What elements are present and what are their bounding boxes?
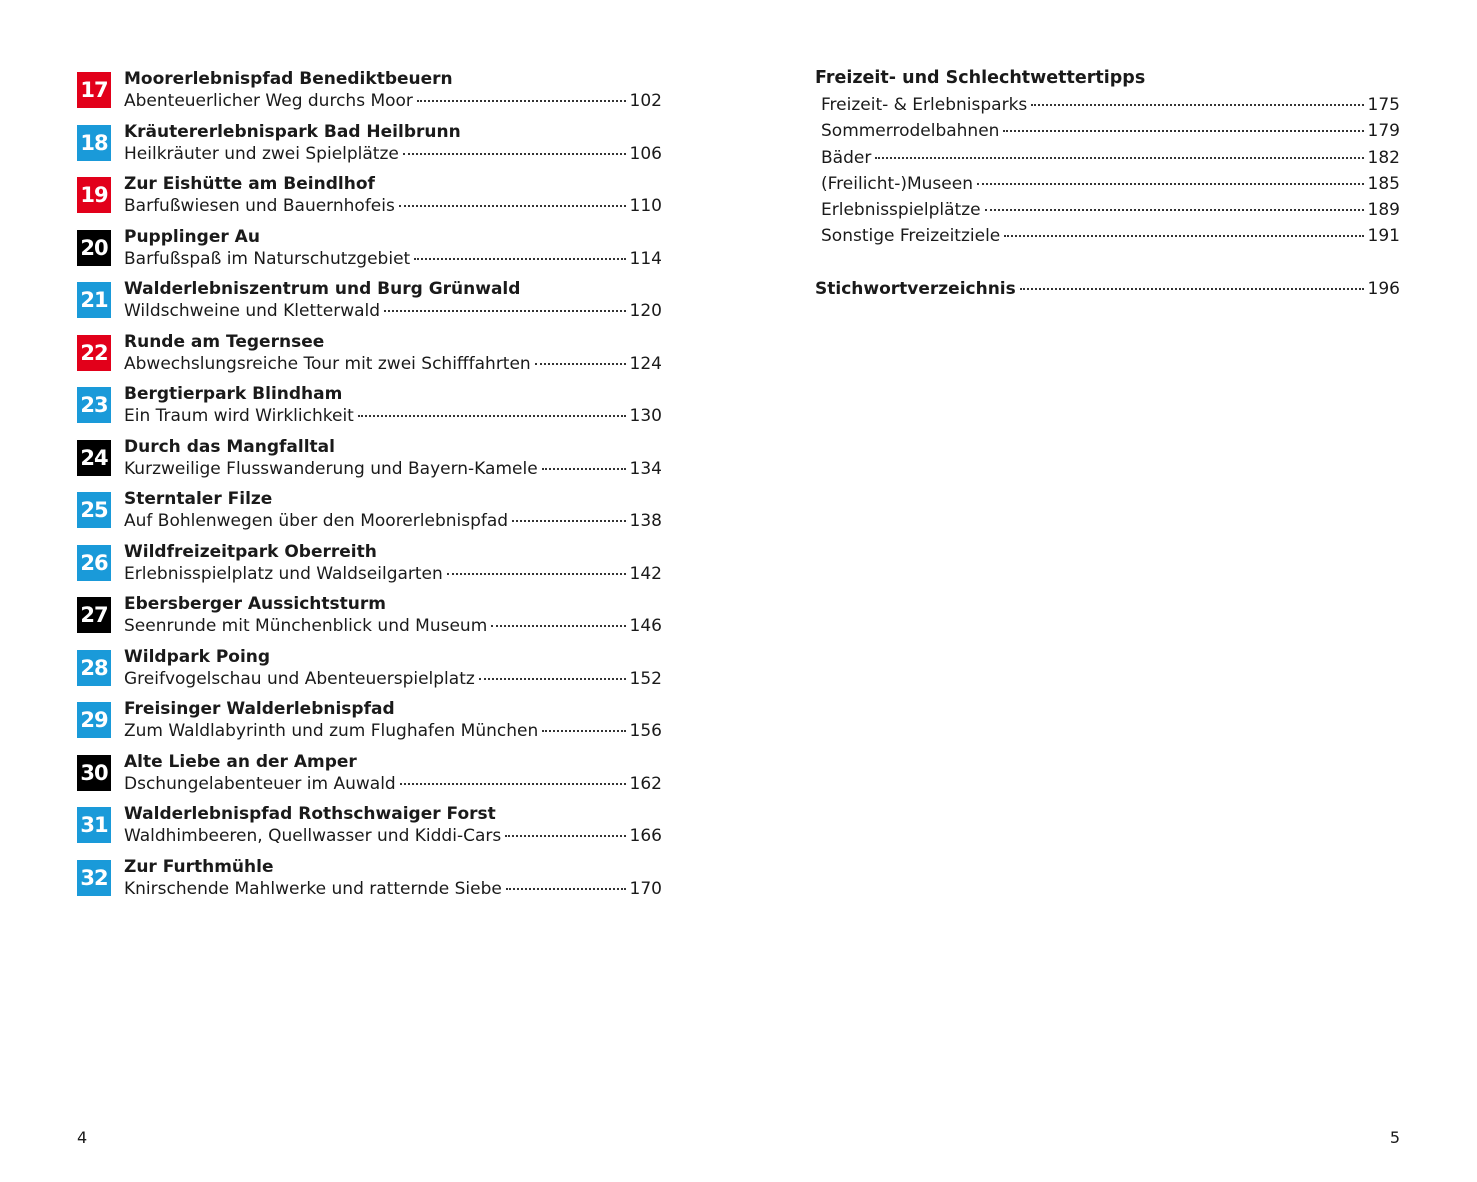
dot-leader — [400, 783, 626, 785]
tour-subtitle-line — [124, 90, 662, 112]
tour-entry[interactable] — [77, 383, 662, 436]
tour-title: Moorerlebnispfad Benediktbeuern — [124, 69, 453, 89]
tour-subtitle: Wildschweine und Kletterwald — [124, 301, 381, 321]
tour-subtitle-line — [124, 825, 662, 847]
tour-subtitle: Seenrunde mit Münchenblick und Museum — [124, 616, 488, 636]
dot-leader — [491, 625, 625, 627]
tour-subtitle: Greifvogelschau und Abenteuerspielplatz — [124, 668, 475, 689]
dot-leader — [399, 205, 626, 207]
tour-title: Zur Furthmühle — [124, 856, 274, 877]
page-number-left: 4 — [77, 1128, 88, 1147]
tip-page-number: 182 — [1367, 147, 1400, 168]
tour-page-number: 146 — [629, 616, 662, 636]
tour-number-badge: 19 — [77, 177, 111, 213]
tour-page-number: 130 — [629, 406, 662, 426]
tour-page-number: 106 — [629, 143, 662, 164]
tour-page-number: 120 — [629, 301, 662, 321]
index-entry[interactable] — [815, 276, 1400, 302]
tour-subtitle: Knirschende Mahlwerke und ratternde Siebe — [124, 878, 502, 899]
dot-leader — [535, 363, 626, 365]
tour-title: Wildfreizeitpark Oberreith — [124, 541, 377, 562]
tour-number-badge: 20 — [77, 230, 111, 266]
tour-number-badge: 27 — [77, 597, 111, 633]
tour-entry[interactable] — [77, 278, 662, 331]
tour-entry[interactable] — [77, 593, 662, 646]
tour-subtitle: Abenteuerlicher Weg durchs Moor — [124, 91, 413, 111]
tour-page-number: 170 — [629, 878, 662, 899]
tour-title: Alte Liebe an der Amper — [124, 751, 357, 772]
tour-title: Wildpark Poing — [124, 646, 271, 667]
tour-title: Sterntaler Filze — [124, 489, 273, 509]
tour-subtitle: Zum Waldlabyrinth und zum Flughafen München — [124, 721, 539, 741]
tip-entry[interactable] — [815, 197, 1400, 223]
tour-subtitle: Dschungelabenteuer im Auwald — [124, 773, 396, 794]
tour-subtitle-line — [124, 405, 662, 427]
tour-subtitle: Heilkräuter und zwei Spielplätze — [124, 143, 399, 164]
tour-number-badge: 24 — [77, 440, 111, 476]
tip-entry[interactable] — [815, 223, 1400, 249]
tour-number-badge: 31 — [77, 807, 111, 843]
tour-subtitle-line — [124, 195, 662, 217]
tour-page-number: 134 — [629, 458, 662, 479]
tour-number-badge: 22 — [77, 335, 111, 371]
tour-number-badge: 30 — [77, 755, 111, 791]
dot-leader — [447, 573, 626, 575]
dot-leader — [479, 678, 626, 680]
tour-page-number: 162 — [629, 773, 662, 794]
tip-label: Freizeit- & Erlebnisparks — [821, 95, 1028, 115]
tour-subtitle: Abwechslungsreiche Tour mit zwei Schifffahrten — [124, 353, 531, 374]
tour-title: Walderlebniszentrum und Burg Grünwald — [124, 279, 521, 299]
dot-leader — [977, 183, 1364, 185]
tour-subtitle: Barfußspaß im Naturschutzgebiet — [124, 248, 411, 269]
tip-label: Sommerrodelbahnen — [821, 121, 1000, 142]
tour-subtitle-line — [124, 615, 662, 637]
tour-page-number: 156 — [629, 721, 662, 741]
right-column — [815, 66, 1400, 302]
tour-entry[interactable] — [77, 856, 662, 909]
tour-page-number: 124 — [629, 353, 662, 374]
tip-page-number: 191 — [1367, 226, 1400, 247]
dot-leader — [512, 520, 625, 522]
tour-entry[interactable] — [77, 121, 662, 174]
tour-entry[interactable] — [77, 436, 662, 489]
tour-title: Walderlebnispfad Rothschwaiger Forst — [124, 804, 496, 824]
tour-title: Kräutererlebnispark Bad Heilbrunn — [124, 121, 461, 142]
tour-subtitle-line — [124, 773, 662, 795]
tip-page-number: 179 — [1367, 121, 1400, 142]
dot-leader — [384, 310, 625, 312]
tour-subtitle-line — [124, 458, 662, 480]
tour-subtitle: Ein Traum wird Wirklichkeit — [124, 406, 354, 426]
tip-page-number: 185 — [1367, 173, 1400, 194]
tour-page-number: 102 — [629, 91, 662, 111]
tour-title: Pupplinger Au — [124, 226, 260, 247]
tour-number-badge: 17 — [77, 72, 111, 108]
tour-title: Runde am Tegernsee — [124, 331, 325, 352]
tour-entry[interactable] — [77, 488, 662, 541]
tour-subtitle: Erlebnisspielplatz und Waldseilgarten — [124, 563, 443, 584]
tour-subtitle: Auf Bohlenwegen über den Moorerlebnispfad — [124, 511, 509, 531]
dot-leader — [417, 100, 626, 102]
tour-page-number: 138 — [629, 511, 662, 531]
tour-title: Freisinger Walderlebnispfad — [124, 699, 395, 719]
tour-subtitle-line — [124, 143, 662, 165]
tip-label: Sonstige Freizeitziele — [821, 226, 1001, 247]
tour-entry[interactable] — [77, 803, 662, 856]
tour-number-badge: 21 — [77, 282, 111, 318]
left-page — [0, 0, 738, 1182]
right-page — [739, 0, 1477, 1182]
tour-entry[interactable] — [77, 698, 662, 751]
dot-leader — [1003, 130, 1363, 132]
tour-page-number: 142 — [629, 563, 662, 584]
tip-label: (Freilicht-)Museen — [821, 173, 973, 194]
dot-leader — [1020, 288, 1364, 290]
section-heading: Freizeit- und Schlechtwettertipps — [815, 68, 1146, 88]
tour-entry[interactable] — [77, 751, 662, 804]
tour-subtitle: Barfußwiesen und Bauernhofeis — [124, 196, 395, 216]
tour-entry[interactable] — [77, 173, 662, 226]
tour-number-badge: 25 — [77, 492, 111, 528]
page-number-right: 5 — [1389, 1128, 1400, 1147]
tour-subtitle-line — [124, 353, 662, 375]
dot-leader — [1031, 104, 1363, 106]
tour-title: Bergtierpark Blindham — [124, 384, 343, 404]
tour-subtitle: Kurzweilige Flusswanderung und Bayern-Kamele — [124, 458, 538, 479]
tour-subtitle-line — [124, 563, 662, 585]
index-page-number: 196 — [1367, 278, 1400, 299]
dot-leader — [875, 157, 1363, 159]
tour-page-number: 166 — [629, 826, 662, 846]
tour-title: Zur Eishütte am Beindlhof — [124, 174, 375, 194]
dot-leader — [505, 835, 625, 837]
tour-entry[interactable] — [77, 226, 662, 279]
tour-title: Durch das Mangfalltal — [124, 436, 335, 457]
tip-entry[interactable] — [815, 92, 1400, 118]
tour-subtitle-line — [124, 510, 662, 532]
tour-entry[interactable] — [77, 541, 662, 594]
tour-list — [77, 68, 662, 908]
tip-page-number: 175 — [1367, 95, 1400, 115]
tip-page-number: 189 — [1367, 200, 1400, 221]
tour-page-number: 114 — [629, 248, 662, 269]
tip-entry[interactable] — [815, 171, 1400, 197]
tip-list — [815, 92, 1400, 250]
tour-subtitle-line — [124, 668, 662, 690]
tip-entry[interactable] — [815, 118, 1400, 144]
tip-label: Bäder — [821, 147, 872, 168]
tour-subtitle-line — [124, 300, 662, 322]
tour-number-badge: 18 — [77, 125, 111, 161]
dot-leader — [542, 730, 625, 732]
tip-label: Erlebnisspielplätze — [821, 200, 981, 221]
index-label: Stichwortverzeichnis — [815, 278, 1016, 299]
tip-entry[interactable] — [815, 145, 1400, 171]
tour-title: Ebersberger Aussichtsturm — [124, 594, 386, 614]
tour-subtitle-line — [124, 878, 662, 900]
tour-subtitle-line — [124, 720, 662, 742]
tour-subtitle: Waldhimbeeren, Quellwasser und Kiddi-Cars — [124, 826, 502, 846]
tour-entry[interactable] — [77, 331, 662, 384]
dot-leader — [1004, 235, 1363, 237]
tour-number-badge: 26 — [77, 545, 111, 581]
dot-leader — [506, 888, 626, 890]
tour-subtitle-line — [124, 248, 662, 270]
tour-page-number: 152 — [629, 668, 662, 689]
dot-leader — [358, 415, 626, 417]
dot-leader — [985, 209, 1364, 211]
tour-number-badge: 28 — [77, 650, 111, 686]
tour-number-badge: 23 — [77, 387, 111, 423]
tour-entry[interactable] — [77, 68, 662, 121]
tour-entry[interactable] — [77, 646, 662, 699]
tour-page-number: 110 — [629, 196, 662, 216]
tour-number-badge: 32 — [77, 860, 111, 896]
dot-leader — [403, 153, 626, 155]
tour-number-badge: 29 — [77, 702, 111, 738]
dot-leader — [542, 468, 626, 470]
dot-leader — [414, 258, 625, 260]
